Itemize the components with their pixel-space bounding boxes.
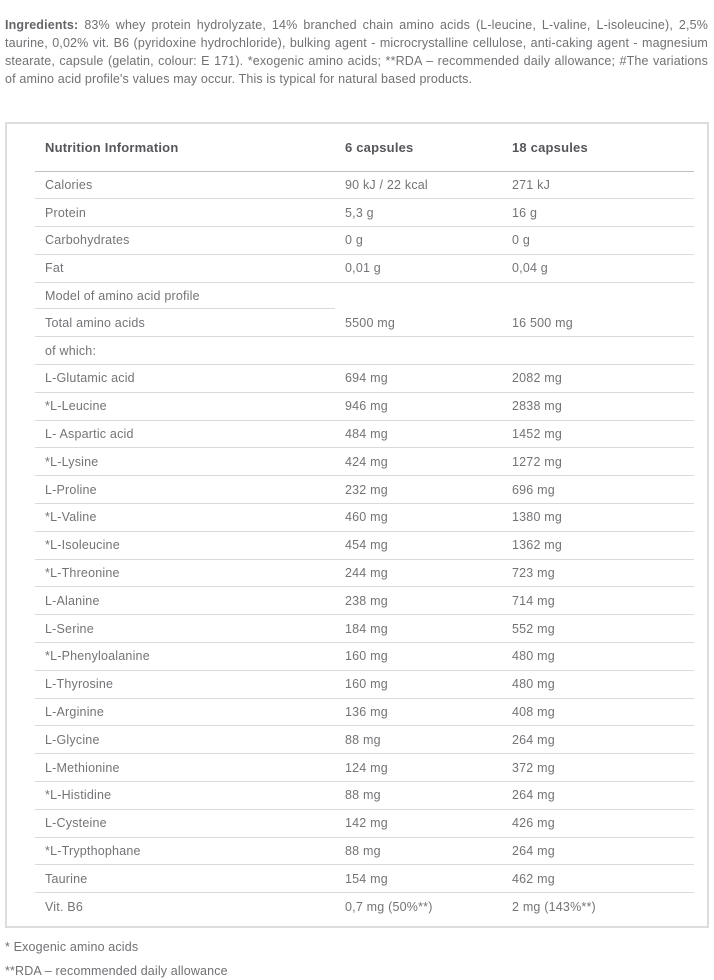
ingredients-text: 83% whey protein hydrolyzate, 14% branched chain amino acids (L-leucine, L-valine, L-isoleucine), 2,5% taurine, 0,02% vit. B6 (pyridoxine hydrochloride), bulking agent - microcrystalline cellulose, anti-caking agent - magnesium stearate, capsule (gelatin, colour: E 171). *exogenic amino acids; **RDA – recommended daily allowance; #The variations of amino acid profile's values may occur. This is typical for natural based products. — [5, 17, 709, 86]
table-row — [35, 615, 694, 643]
row-value-18-capsules: 271 kJ — [512, 177, 551, 192]
row-value-18-capsules: 1380 mg — [512, 510, 563, 525]
row-value-18-capsules: 0 g — [512, 233, 530, 248]
row-value-6-capsules: 484 mg — [345, 427, 388, 442]
row-label: L-Methionine — [45, 760, 120, 775]
row-value-6-capsules: 154 mg — [345, 871, 388, 886]
row-value-6-capsules: 946 mg — [345, 399, 388, 414]
row-label: *L-Leucine — [45, 399, 107, 414]
row-value-6-capsules: 0,7 mg (50%**) — [345, 899, 433, 914]
row-value-6-capsules: 160 mg — [345, 677, 388, 692]
table-row — [35, 421, 694, 449]
table-row — [35, 283, 694, 310]
header-18-capsules: 18 capsules — [512, 139, 588, 155]
row-value-18-capsules: 480 mg — [512, 677, 555, 692]
row-value-18-capsules: 426 mg — [512, 816, 555, 831]
table-row — [35, 448, 694, 476]
row-value-18-capsules: 2082 mg — [512, 371, 563, 386]
row-label: of which: — [45, 343, 97, 358]
row-value-6-capsules: 88 mg — [345, 788, 381, 803]
footnotes — [5, 940, 709, 978]
row-value-18-capsules: 372 mg — [512, 760, 555, 775]
row-value-18-capsules: 714 mg — [512, 593, 555, 608]
row-label: L-Glycine — [45, 732, 100, 747]
row-value-18-capsules: 16 500 mg — [512, 315, 573, 330]
row-value-6-capsules: 160 mg — [345, 649, 388, 664]
table-row — [35, 587, 694, 615]
table-row — [35, 782, 694, 810]
row-label: L- Aspartic acid — [45, 427, 134, 442]
row-value-18-capsules: 552 mg — [512, 621, 555, 636]
table-row — [35, 337, 694, 365]
table-row — [35, 504, 694, 532]
row-value-6-capsules: 238 mg — [345, 593, 388, 608]
table-row — [35, 810, 694, 838]
row-label: L-Proline — [45, 482, 97, 497]
row-value-18-capsules: 1362 mg — [512, 538, 563, 553]
row-value-6-capsules: 0,01 g — [345, 261, 381, 276]
table-row — [35, 309, 694, 337]
row-label: L-Serine — [45, 621, 94, 636]
row-value-18-capsules: 1272 mg — [512, 454, 563, 469]
table-row — [35, 172, 694, 200]
table-row — [35, 393, 694, 421]
table-row — [35, 365, 694, 393]
row-value-6-capsules: 424 mg — [345, 454, 388, 469]
row-value-6-capsules: 90 kJ / 22 kcal — [345, 177, 428, 192]
row-label: *L-Trypthophane — [45, 844, 141, 859]
ingredients-label: Ingredients: — [5, 17, 79, 32]
row-value-18-capsules: 2 mg (143%**) — [512, 899, 596, 914]
table-row — [35, 560, 694, 588]
nutrition-table-header-row — [35, 124, 694, 172]
row-value-6-capsules: 88 mg — [345, 732, 381, 747]
row-value-18-capsules: 264 mg — [512, 732, 555, 747]
table-row — [35, 532, 694, 560]
row-label: *L-Valine — [45, 510, 97, 525]
row-label: Vit. B6 — [45, 899, 83, 914]
table-row — [35, 671, 694, 699]
row-label: Protein — [45, 205, 87, 220]
row-value-6-capsules: 0 g — [345, 233, 363, 248]
row-label: Carbohydrates — [45, 233, 130, 248]
row-value-18-capsules: 1452 mg — [512, 427, 563, 442]
row-label: Taurine — [45, 871, 88, 886]
row-value-18-capsules: 264 mg — [512, 788, 555, 803]
row-value-18-capsules: 16 g — [512, 205, 538, 220]
row-label: Total amino acids — [45, 315, 145, 330]
row-value-6-capsules: 460 mg — [345, 510, 388, 525]
row-label: L-Alanine — [45, 593, 100, 608]
row-label: *L-Threonine — [45, 566, 120, 581]
row-label: *L-Lysine — [45, 454, 99, 469]
row-value-6-capsules: 5500 mg — [345, 315, 396, 330]
row-label: Fat — [45, 261, 64, 276]
table-row — [35, 838, 694, 866]
table-row — [35, 227, 694, 255]
row-label: L-Arginine — [45, 705, 104, 720]
row-label: *L-Phenyloalanine — [45, 649, 150, 664]
row-label: *L-Histidine — [45, 788, 112, 803]
row-value-6-capsules: 88 mg — [345, 844, 381, 859]
header-nutrition-information: Nutrition Information — [45, 139, 179, 155]
row-label: L-Cysteine — [45, 816, 107, 831]
table-row — [35, 643, 694, 671]
footnote-rda: **RDA – recommended daily allowance — [5, 964, 228, 979]
card-bottom-padding — [7, 920, 707, 926]
row-value-18-capsules: 462 mg — [512, 871, 555, 886]
row-value-18-capsules: 723 mg — [512, 566, 555, 581]
row-value-18-capsules: 480 mg — [512, 649, 555, 664]
row-value-6-capsules: 5,3 g — [345, 205, 374, 220]
row-value-6-capsules: 454 mg — [345, 538, 388, 553]
row-value-6-capsules: 184 mg — [345, 621, 388, 636]
table-row — [35, 726, 694, 754]
row-value-6-capsules: 136 mg — [345, 705, 388, 720]
row-value-18-capsules: 0,04 g — [512, 261, 548, 276]
ingredients-paragraph — [0, 13, 714, 88]
table-row — [35, 893, 694, 920]
nutrition-table — [35, 124, 694, 921]
row-value-6-capsules: 232 mg — [345, 482, 388, 497]
row-label: L-Thyrosine — [45, 677, 114, 692]
row-label: *L-Isoleucine — [45, 538, 120, 553]
table-row — [35, 865, 694, 893]
row-label: Calories — [45, 177, 93, 192]
row-value-18-capsules: 408 mg — [512, 705, 555, 720]
nutrition-info-card — [5, 122, 709, 929]
table-row — [35, 754, 694, 782]
row-label: Model of amino acid profile — [45, 289, 200, 304]
row-value-6-capsules: 244 mg — [345, 566, 388, 581]
row-label: L-Glutamic acid — [45, 371, 135, 386]
row-value-6-capsules: 124 mg — [345, 760, 388, 775]
table-row — [35, 699, 694, 727]
nutrition-table-body — [35, 172, 694, 921]
row-value-6-capsules: 694 mg — [345, 371, 388, 386]
row-value-18-capsules: 2838 mg — [512, 399, 563, 414]
table-row — [35, 476, 694, 504]
row-value-18-capsules: 264 mg — [512, 844, 555, 859]
footnote-exogenic: * Exogenic amino acids — [5, 940, 139, 955]
header-6-capsules: 6 capsules — [345, 139, 414, 155]
row-value-18-capsules: 696 mg — [512, 482, 555, 497]
table-row — [35, 199, 694, 227]
row-value-6-capsules: 142 mg — [345, 816, 388, 831]
table-row — [35, 255, 694, 283]
